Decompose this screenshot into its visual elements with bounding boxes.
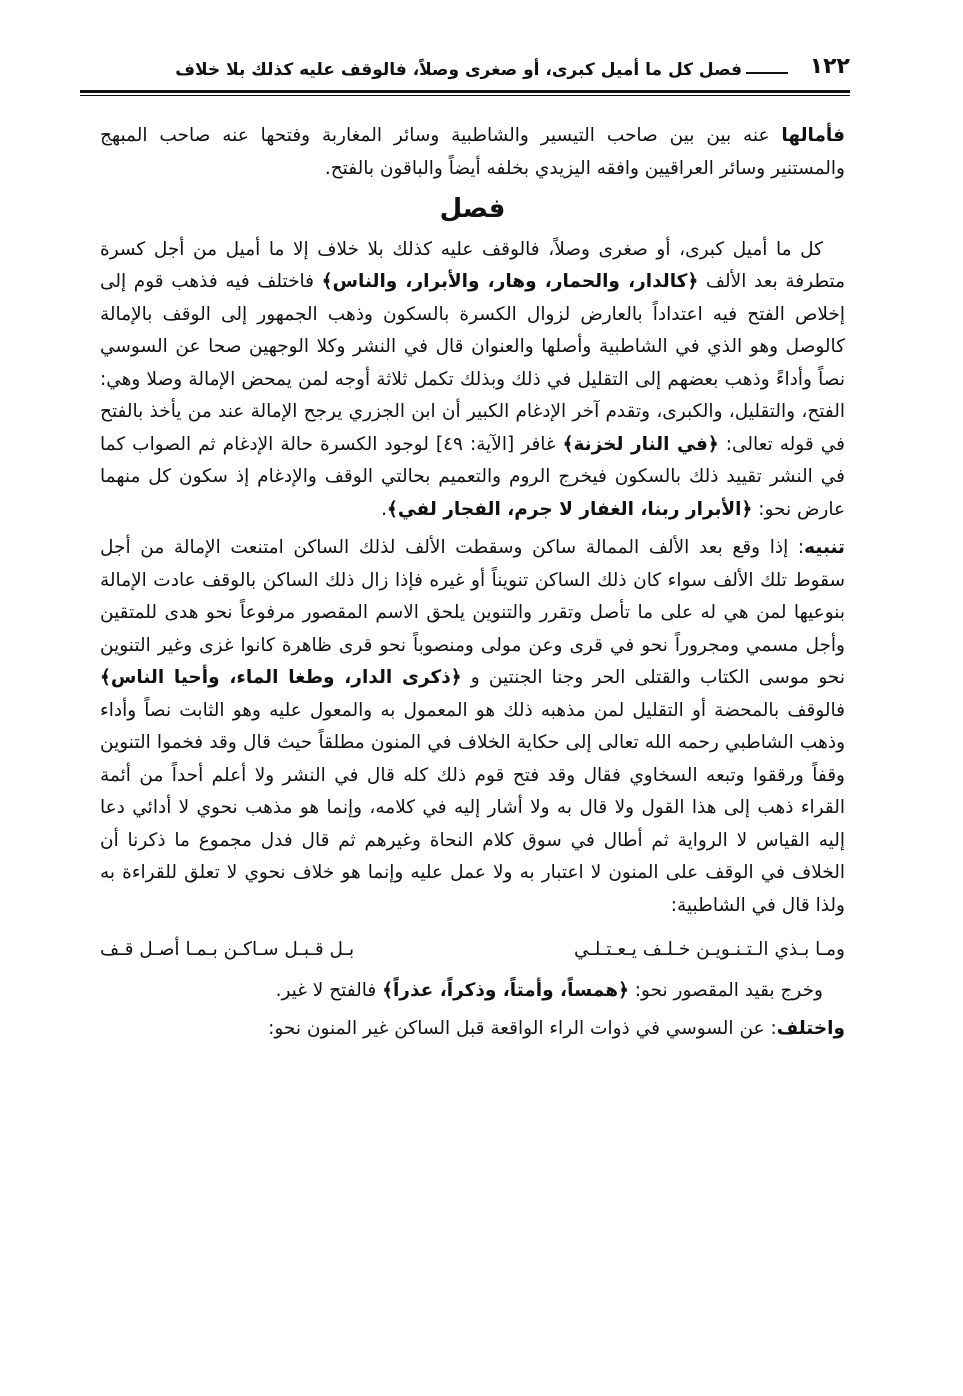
paragraph-2-text-1: كل ما أميل كبرى، أو صغرى وصلاً، فالوقف عليه كذلك بلا خلاف إلا ما أميل من أجل كسرة متطرفة بعد الألف	[100, 238, 845, 292]
page-body	[100, 120, 845, 1052]
paragraph-1	[100, 120, 845, 185]
paragraph-4-text-1: وخرج بقيد المقصور نحو:	[628, 979, 823, 1001]
paragraph-2-text-4: .	[381, 498, 387, 520]
paragraph-4-text-2: فالفتح لا غير.	[275, 979, 383, 1001]
paragraph-2-quote-1: ﴿كالدار، والحمار، وهار، والأبرار، والناس﴾	[321, 271, 699, 292]
paragraph-1-lead: فأمالها	[781, 125, 845, 146]
paragraph-2-text-2: فاختلف فيه فذهب قوم إلى إخلاص الفتح فيه اعتداداً بالعارض لزوال الكسرة بالسكون وذهب الجمهور إلى الوقف بالإمالة كالوصل وهو الذي في الشاطبية وأصلها والعنوان قال في النشر وكلا الوجهين صحا عن السوسي نصاً وأداءً وذهب بعضهم إلى التقليل في ذلك وبذلك تكمل ثلاثة أوجه لمن يمحض الإمالة وصلا وهي: الفتح، والتقليل، والكبرى، وتقدم آخر الإدغام الكبير أن ابن الجزري يرجح الإمالة عند من يأخذ بالفتح في قوله تعالى:	[100, 271, 846, 455]
header-dash	[746, 72, 788, 74]
paragraph-4-quote-1: ﴿همساً، وأمتاً، وذكراً، عذراً﴾	[382, 979, 629, 1001]
poem-verse	[100, 934, 845, 967]
paragraph-2-text-3: غافر [الآية: ٤٩] لوجود الكسرة حالة الإدغام ثم الصواب كما في النشر تقييد ذلك بالسكون فيخرج الروم والتعميم بحالتي الوقف والإدغام إذ سكون كل منهما عارض نحو:	[100, 433, 845, 520]
page-header	[80, 52, 850, 96]
header-rule-thin	[80, 95, 850, 96]
paragraph-5	[100, 1013, 845, 1046]
verse-second-hemistich: بـل قـبـل سـاكـن بـمـا أصـل قـف	[100, 939, 355, 960]
header-rule-thick	[80, 90, 850, 93]
paragraph-2-quote-3: ﴿الأبرار ربنا، الغفار لا جرم، الفجار لفي﴾	[387, 498, 753, 520]
paragraph-3-text-2: فالوقف بالمحضة أو التقليل لمن مذهبه ذلك هو المعمول به والمعول عليه وهو الثابت نصاً وأداء وذهب الشاطبي رحمه الله تعالى إلى حكاية الخلاف في المنون مطلقاً حيث قال وقد فخموا التنوين وقفاً ورققوا وتبعه السخاوي فقال وقد فتح قوم ذلك كله قال في النشر ولا أعلم أحداً من أئمة القراء ذهب إلى هذا القول ولا قال به ولا أشار إليه في كلامه، وإنما هو مذهب نحوي لا أدائي دعا إليه القياس لا الرواية ثم أطال في سوق كلام النحاة وغيرهم ثم قال فدل مجموع ما ذكرنا أن الخلاف في الوقف على المنون لا اعتبار به ولا عمل عليه وإنما هو خلاف نحوي لا تعلق للقراءة به ولذا قال في الشاطبية:	[100, 699, 845, 916]
verse-first-hemistich: ومـا بـذي الـتـنـويـن خـلـف يـعـتـلـي	[573, 939, 845, 960]
running-title: فصل كل ما أميل كبرى، أو صغرى وصلاً، فالوقف عليه كذلك بلا خلاف	[175, 60, 742, 80]
paragraph-4	[100, 975, 845, 1008]
paragraph-1-text: عنه بين بين صاحب التيسير والشاطبية وسائر المغاربة وفتحها عنه صاحب المبهج والمستنير وسائر العراقيين وافقه اليزيدي بخلفه أيضاً والباقون بالفتح.	[100, 125, 845, 179]
paragraph-3-text-1: : إذا وقع بعد الألف الممالة ساكن وسقطت الألف لذلك الساكن امتنعت الإمالة من أجل سقوط تلك الألف سواء كان ذلك الساكن تنويناً أو غيره فإذا زال ذلك الساكن بالوقف عادت الإمالة بنوعيها لمن هي له على ما تأصل وتقرر والتنوين يلحق الاسم المقصور مرفوعاً نحو هدى للمتقين وأجل مسمي ومجروراً نحو في قرى وعن مولى ومنصوباً نحو قرى ظاهرة كانوا غزى وغير التنوين نحو موسى الكتاب والقتلى الحر وجنا الجنتين و	[100, 537, 846, 688]
page-number: ١٢٢	[809, 54, 850, 79]
section-heading: فصل	[439, 194, 506, 224]
paragraph-3-lead: تنبيه	[804, 537, 845, 558]
paragraph-5-text-1: : عن السوسي في ذوات الراء الواقعة قبل الساكن غير المنون نحو:	[268, 1018, 777, 1039]
paragraph-3-quote-1: ﴿ذكرى الدار، وطغا الماء، وأحيا الناس﴾	[100, 667, 462, 688]
paragraph-2	[100, 234, 845, 527]
paragraph-5-lead: واختلف	[776, 1018, 845, 1039]
paragraph-2-quote-2: ﴿في النار لخزنة﴾	[562, 433, 719, 455]
paragraph-3	[100, 532, 845, 922]
